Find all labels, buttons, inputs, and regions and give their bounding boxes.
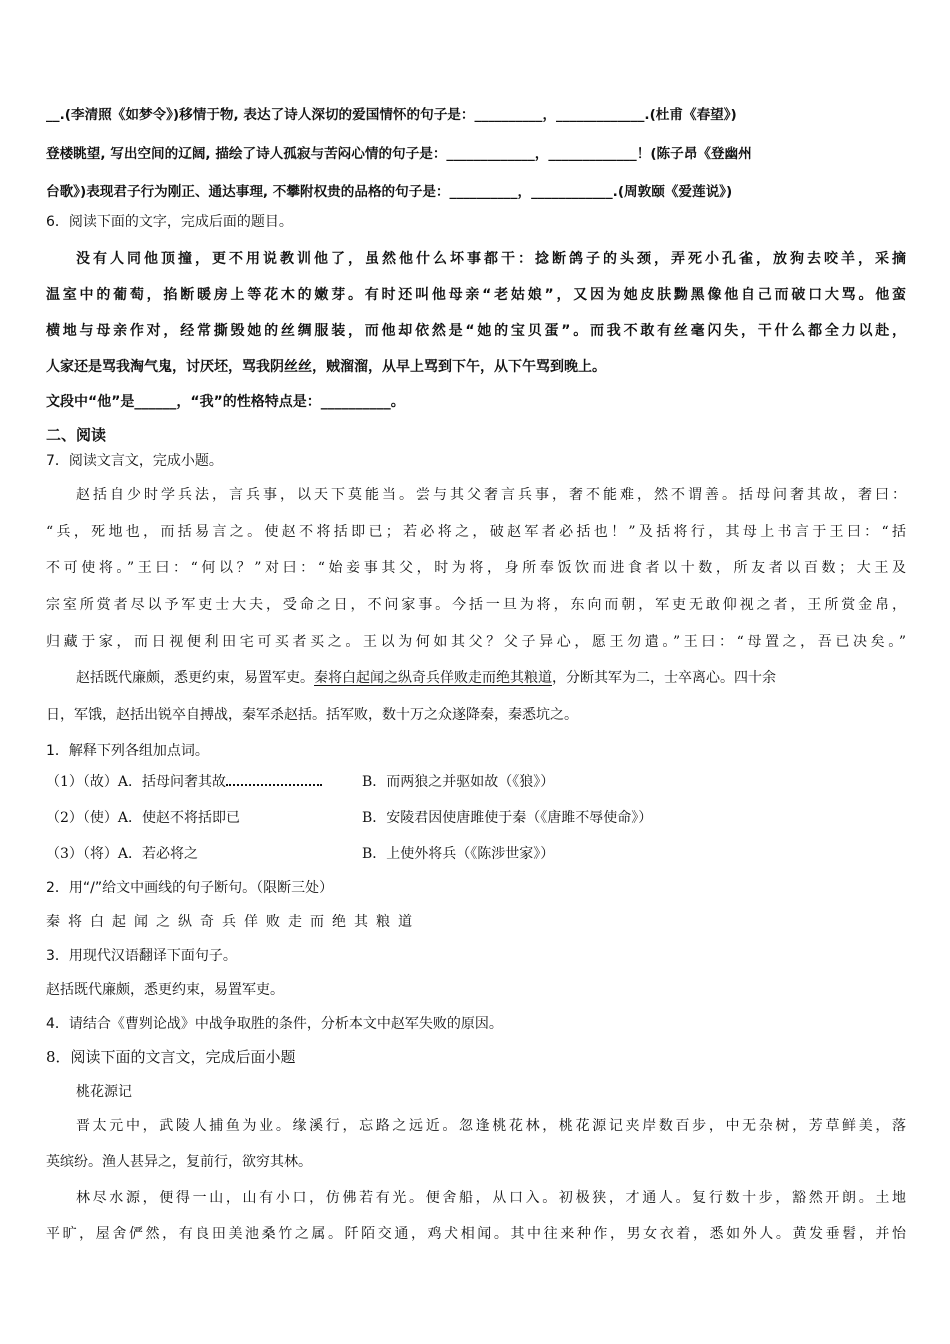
passage-7-line: “兵，死地也，而括易言之。使赵不将括即已；若必将之，破赵军者必括也！”及括将行，其母上书言于王曰：“括 — [46, 524, 906, 540]
fill-blank-line-1: __.(李清照《如梦令》)移情于物, 表达了诗人深切的爱国情怀的句子是：__________，_____________.(杜甫《春望》) — [46, 107, 737, 123]
option-1a — [46, 771, 322, 791]
sentence-to-punctuate: 秦将白起闻之纵奇兵佯败走而绝其粮道 — [46, 914, 420, 930]
passage-8-line: 英缤纷。渔人甚异之，复前行，欲穷其林。 — [46, 1154, 312, 1170]
option-3b: B．上使外将兵（《陈涉世家》） — [362, 846, 555, 862]
passage-7-line: 不可使将。”王曰：“何以？”对曰：“始妾事其父，时为将，身所奉饭饮而进食者以十数，所友者以百数；大王及 — [46, 560, 906, 576]
passage-7-line: 宗室所赏者尽以予军吏士大夫，受命之日，不问家事。今括一旦为将，东向而朝，军吏无敢仰视之者，王所赏金帛， — [46, 597, 906, 613]
passage-8-title: 桃花源记 — [76, 1084, 132, 1100]
section-2-heading: 二、阅读 — [46, 426, 107, 444]
passage-6-line: 没有人同他顶撞，更不用说教训他了，虽然他什么坏事都干：捻断鸽子的头颈，弄死小孔雀，放狗去咬羊，采摘 — [76, 251, 906, 267]
passage-7-text: 赵括既代廉颇，悉更约束，易置军吏。 — [76, 670, 314, 686]
passage-6-line: 横地与母亲作对，经常撕毁她的丝绸服装，而他却依然是“她的宝贝蛋”。而我不敢有丝毫闪失，干什么都全力以赴， — [46, 323, 906, 339]
passage-6-line: 温室中的葡萄，掐断暖房上等花木的嫩芽。有时还叫他母亲“老姑娘”，又因为她皮肤黝黑像他自己而破口大骂。他蛮 — [46, 287, 906, 303]
passage-7-line: 赵括自少时学兵法，言兵事，以天下莫能当。尝与其父奢言兵事，奢不能难，然不谓善。括母问奢其故，奢曰： — [76, 487, 906, 503]
option-text: （1）（故）A．括母问奢其故 — [46, 774, 227, 790]
option-2a: （2）（使）A．使赵不将括即已 — [46, 810, 241, 826]
sub-question-1: 1．解释下列各组加点词。 — [46, 743, 209, 759]
passage-8-line: 平旷，屋舍俨然，有良田美池桑竹之属。阡陌交通，鸡犬相闻。其中往来种作，男女衣着，悉如外人。黄发垂髫，并怡 — [46, 1226, 906, 1242]
question-7-heading: 7．阅读文言文，完成小题。 — [46, 453, 223, 469]
question-8-heading: 8．阅读下面的文言文，完成后面小题 — [46, 1048, 296, 1066]
emphasis-dots — [226, 776, 322, 786]
sentence-to-translate: 赵括既代廉颇，悉更约束，易置军吏。 — [46, 982, 284, 998]
fill-blank-line-2: 登楼眺望, 写出空间的辽阔, 描绘了诗人孤寂与苦闷心情的句子是：_____________，_____________！(陈子昂《登幽州 — [46, 146, 752, 162]
option-2b: B．安陵君因使唐雎使于秦（《唐雎不辱使命》） — [362, 810, 653, 826]
question-6-prompt: 文段中“他”是______，“我”的性格特点是：__________。 — [46, 394, 405, 410]
fill-blank-line-3: 台歌》)表现君子行为刚正、通达事理, 不攀附权贵的品格的句子是：__________，____________.(周敦颐《爱莲说》) — [46, 184, 733, 200]
passage-8-line: 林尽水源，便得一山，山有小口，仿佛若有光。便舍船，从口入。初极狭，才通人。复行数十步，豁然开朗。土地 — [76, 1190, 906, 1206]
sub-question-3: 3．用现代汉语翻译下面句子。 — [46, 948, 237, 964]
passage-7-text: ，分断其军为二，士卒离心。四十余 — [552, 670, 776, 686]
sub-question-2: 2．用“/”给文中画线的句子断句。（限断三处） — [46, 880, 334, 896]
option-3a: （3）（将）A．若必将之 — [46, 846, 199, 862]
passage-6-line: 人家还是骂我淘气鬼，讨厌坯，骂我阴丝丝，贼溜溜，从早上骂到下午，从下午骂到晚上。 — [46, 359, 606, 375]
passage-7-line: 日，军饿，赵括出锐卒自搏战，秦军杀赵括。括军败，数十万之众遂降秦，秦悉坑之。 — [46, 707, 578, 723]
question-6-heading: 6．阅读下面的文字，完成后面的题目。 — [46, 214, 293, 230]
passage-7-line — [46, 667, 906, 687]
sub-question-4: 4．请结合《曹刿论战》中战争取胜的条件，分析本文中赵军失败的原因。 — [46, 1016, 503, 1032]
passage-7-line: 归藏于家，而日视便利田宅可买者买之。王以为何如其父？父子异心，愿王勿遣。”王曰：“母置之，吾已决矣。” — [46, 634, 906, 650]
underlined-sentence: 秦将白起闻之纵奇兵佯败走而绝其粮道 — [314, 670, 552, 686]
passage-8-line: 晋太元中，武陵人捕鱼为业。缘溪行，忘路之远近。忽逢桃花林，桃花源记夹岸数百步，中无杂树，芳草鲜美，落 — [76, 1118, 906, 1134]
option-1b: B．而两狼之并驱如故（《狼》） — [362, 774, 555, 790]
